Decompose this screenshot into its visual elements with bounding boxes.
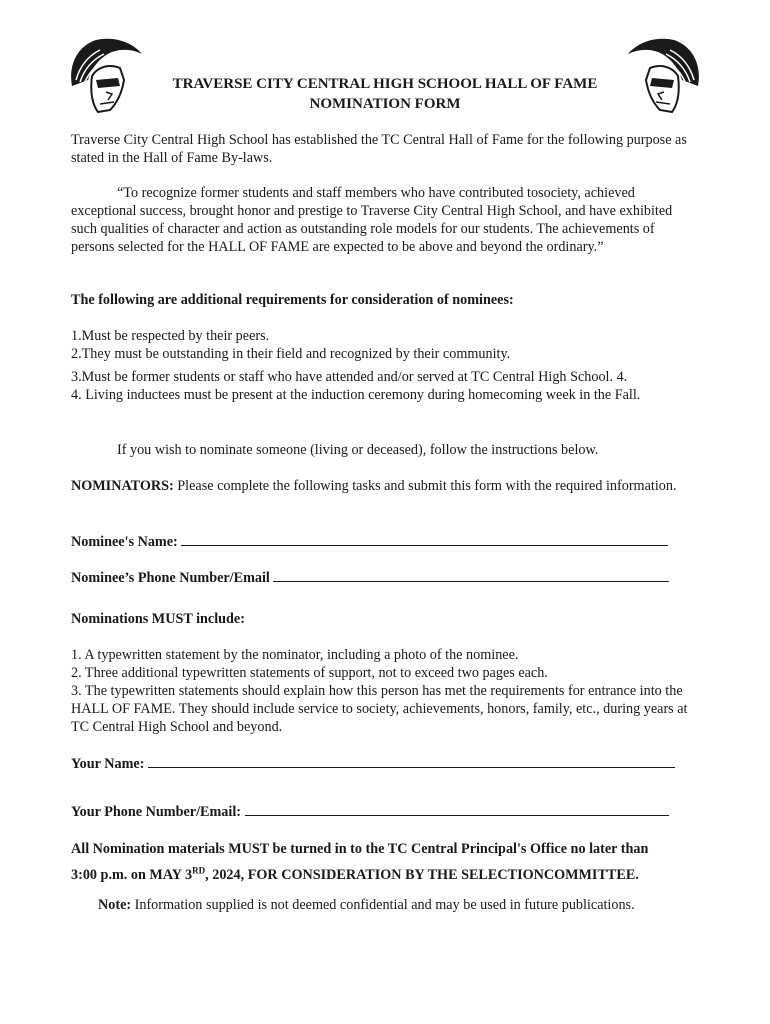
nominee-name-row xyxy=(71,531,691,551)
requirements-list xyxy=(71,327,691,363)
nominee-contact-row xyxy=(71,567,691,587)
nominators-label: NOMINATORS: xyxy=(71,478,174,494)
your-name-row xyxy=(71,753,691,773)
requirements-list-cont xyxy=(71,368,691,404)
must-include-list xyxy=(71,646,691,736)
deadline-date-rest: , 2024, FOR CONSIDERATION BY THE SELECTIONCOMMITTEE. xyxy=(205,867,639,883)
must-include-item-1: 1. A typewritten statement by the nominator, including a photo of the nominee. xyxy=(71,647,519,663)
intro-paragraph: Traverse City Central High School has established the TC Central Hall of Fame for the following purpose as stated in the Hall of Fame By-laws. xyxy=(71,132,687,166)
title-line-2: NOMINATION FORM xyxy=(309,96,461,112)
nominators-text: Please complete the following tasks and submit this form with the required information. xyxy=(177,478,677,494)
must-include-item-2: 2. Three additional typewritten statements of support, not to exceed two pages each. xyxy=(71,665,548,681)
nominators-paragraph xyxy=(71,477,691,495)
title-line-1: TRAVERSE CITY CENTRAL HIGH SCHOOL HALL OF FAME xyxy=(172,76,598,92)
deadline-line-2 xyxy=(71,862,691,888)
your-name-label: Your Name: xyxy=(71,756,145,772)
must-include-heading: Nominations MUST include: xyxy=(71,611,245,627)
deadline-notice xyxy=(71,836,691,888)
must-include-item-3: 3. The typewritten statements should explain how this person has met the requirements for entrance into the HALL OF FAME. They should include service to society, achievements, honors, family, etc., during years at TC Central High School and beyond. xyxy=(71,683,688,735)
note-label: Note: xyxy=(98,897,132,913)
purpose-quote: “To recognize former students and staff members who have contributed tosociety, achieved exceptional success, brought honor and prestige to Traverse City Central High School, and have exhibited such qualities of character and action as outstanding role models for our students. The achievements of persons selected for the HALL OF FAME are expected to be above and beyond the ordinary.” xyxy=(71,185,673,255)
your-contact-field[interactable] xyxy=(245,801,669,816)
deadline-line-1: All Nomination materials MUST be turned in to the TC Central Principal's Office no later than xyxy=(71,841,649,857)
your-contact-row xyxy=(71,801,691,821)
your-name-field[interactable] xyxy=(148,753,675,768)
note-text: Information supplied is not deemed confidential and may be used in future publications. xyxy=(134,897,635,913)
requirement-item-4: 4. Living inductees must be present at the induction ceremony during homecoming week in the Fall. xyxy=(71,387,641,403)
instructions-text: If you wish to nominate someone (living or deceased), follow the instructions below. xyxy=(117,442,599,458)
note-row xyxy=(98,896,718,914)
nominee-name-field[interactable] xyxy=(181,531,668,546)
your-contact-label: Your Phone Number/Email: xyxy=(71,804,241,820)
nominee-contact-label: Nominee’s Phone Number/Email xyxy=(71,570,270,586)
page-title xyxy=(120,74,650,114)
requirement-item-3: 3.Must be former students or staff who have attended and/or served at TC Central High School. 4. xyxy=(71,369,628,385)
nominee-contact-field[interactable] xyxy=(273,567,669,582)
nominee-name-label: Nominee's Name: xyxy=(71,534,178,550)
deadline-date-prefix: 3:00 p.m. on MAY 3 xyxy=(71,867,193,883)
deadline-date-suffix: RD xyxy=(192,865,206,876)
requirements-heading: The following are additional requirements for consideration of nominees: xyxy=(71,292,514,308)
requirement-item-2: 2.They must be outstanding in their field and recognized by their community. xyxy=(71,346,511,362)
requirement-item-1: 1.Must be respected by their peers. xyxy=(71,328,270,344)
